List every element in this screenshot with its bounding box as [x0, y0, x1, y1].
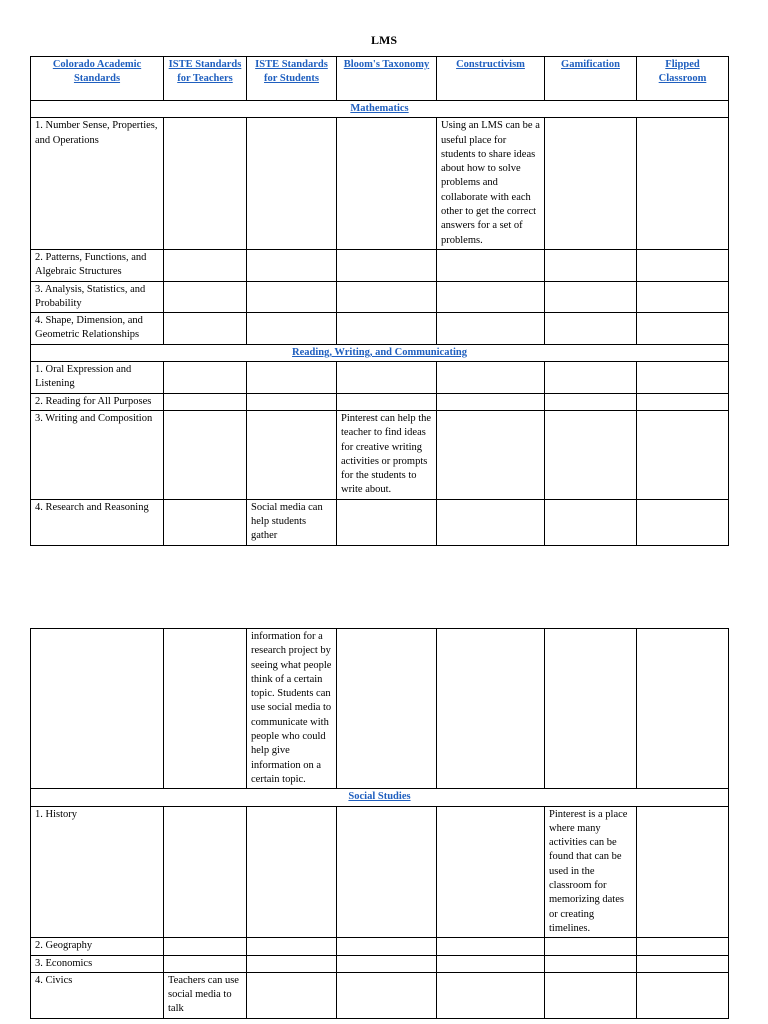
standard-cell: 2. Reading for All Purposes: [31, 393, 164, 410]
table-cell: [437, 313, 545, 345]
table-cell: [164, 938, 247, 955]
standard-cell: 3. Economics: [31, 955, 164, 972]
standard-cell: 3. Analysis, Statistics, and Probability: [31, 281, 164, 313]
header-iste-teachers[interactable]: ISTE Standards for Teachers: [164, 57, 247, 101]
section-row: [31, 789, 729, 806]
table-cell: [545, 938, 637, 955]
table-cell: [637, 955, 729, 972]
table-cell: [337, 938, 437, 955]
table-row: [31, 249, 729, 281]
table-cell: [247, 281, 337, 313]
standard-cell: 3. Writing and Composition: [31, 410, 164, 499]
table-cell: [437, 972, 545, 1018]
table-cell: [337, 249, 437, 281]
table-row: [31, 629, 729, 789]
table-cell: [247, 955, 337, 972]
table-cell: [337, 362, 437, 394]
table-cell: [337, 281, 437, 313]
standards-table-page-2: [30, 628, 729, 1019]
table-cell: [247, 806, 337, 938]
table-cell: [637, 118, 729, 250]
standard-cell: 1. Oral Expression and Listening: [31, 362, 164, 394]
table-row: [31, 972, 729, 1018]
header-row: [31, 57, 729, 101]
table-cell: [545, 955, 637, 972]
table-cell: [337, 118, 437, 250]
table-cell: [437, 499, 545, 545]
table-body-page-2: [31, 629, 729, 1019]
table-cell: Pinterest can help the teacher to find ideas for creative writing activities or prompts for the students to write about.: [337, 410, 437, 499]
table-cell: [545, 362, 637, 394]
standard-cell: [31, 629, 164, 789]
table-cell: [437, 410, 545, 499]
table-cell: [637, 362, 729, 394]
header-iste-students[interactable]: ISTE Standards for Students: [247, 57, 337, 101]
table-cell: [247, 313, 337, 345]
table-row: [31, 499, 729, 545]
table-cell: [545, 393, 637, 410]
table-cell: [637, 410, 729, 499]
table-cell: Pinterest is a place where many activities can be found that can be used in the classroom for memorizing dates or creating timelines.: [545, 806, 637, 938]
section-row: [31, 101, 729, 118]
header-flipped-classroom[interactable]: Flipped Classroom: [637, 57, 729, 101]
table-cell: [545, 410, 637, 499]
table-cell: [164, 313, 247, 345]
table-cell: [337, 499, 437, 545]
standard-cell: 1. Number Sense, Properties, and Operations: [31, 118, 164, 250]
table-cell: [164, 499, 247, 545]
table-row: [31, 806, 729, 938]
table-cell: [545, 313, 637, 345]
table-cell: Using an LMS can be a useful place for students to share ideas about how to solve problems and collaborate with each other to get the correct answers for a set of problems.: [437, 118, 545, 250]
document-title: LMS: [370, 33, 397, 47]
table-row: [31, 118, 729, 250]
header-blooms-taxonomy[interactable]: Bloom's Taxonomy: [337, 57, 437, 101]
table-cell: [164, 629, 247, 789]
table-cell: [437, 955, 545, 972]
table-cell: [545, 499, 637, 545]
table-cell: [437, 249, 545, 281]
table-cell: [437, 281, 545, 313]
table-cell: [545, 118, 637, 250]
table-cell: [164, 806, 247, 938]
table-cell: [164, 410, 247, 499]
table-row: [31, 281, 729, 313]
table-cell: [545, 629, 637, 789]
table-cell: [437, 362, 545, 394]
section-heading[interactable]: Mathematics: [31, 101, 729, 118]
table-cell: [637, 393, 729, 410]
table-cell: [637, 972, 729, 1018]
table-cell: [164, 362, 247, 394]
table-cell: [247, 410, 337, 499]
table-row: [31, 938, 729, 955]
standard-cell: 4. Research and Reasoning: [31, 499, 164, 545]
table-cell: [247, 938, 337, 955]
table-cell: Teachers can use social media to talk: [164, 972, 247, 1018]
table-cell: [164, 118, 247, 250]
table-cell: [437, 806, 545, 938]
table-cell: [247, 362, 337, 394]
table-row: [31, 410, 729, 499]
table-cell: [247, 393, 337, 410]
section-row: [31, 344, 729, 361]
table-cell: [164, 393, 247, 410]
table-cell: [337, 806, 437, 938]
table-cell: [437, 938, 545, 955]
table-cell: [437, 629, 545, 789]
table-cell: [637, 806, 729, 938]
table-cell: [164, 249, 247, 281]
table-cell: [437, 393, 545, 410]
header-gamification[interactable]: Gamification: [545, 57, 637, 101]
standard-cell: 1. History: [31, 806, 164, 938]
standard-cell: 2. Patterns, Functions, and Algebraic Structures: [31, 249, 164, 281]
table-cell: [637, 938, 729, 955]
table-cell: [337, 393, 437, 410]
standard-cell: 4. Shape, Dimension, and Geometric Relationships: [31, 313, 164, 345]
table-cell: [637, 629, 729, 789]
table-cell: [247, 249, 337, 281]
standards-table-page-1: [30, 56, 729, 546]
table-cell: [637, 249, 729, 281]
table-row: [31, 393, 729, 410]
table-cell: [164, 281, 247, 313]
table-cell: Social media can help students gather: [247, 499, 337, 545]
table-cell: [545, 972, 637, 1018]
table-cell: [545, 249, 637, 281]
table-cell: [637, 499, 729, 545]
standard-cell: 2. Geography: [31, 938, 164, 955]
table-cell: [247, 972, 337, 1018]
table-row: [31, 955, 729, 972]
standard-cell: 4. Civics: [31, 972, 164, 1018]
section-heading[interactable]: Reading, Writing, and Communicating: [31, 344, 729, 361]
table-body-page-1: [31, 101, 729, 546]
table-row: [31, 362, 729, 394]
table-cell: [337, 955, 437, 972]
table-cell: [337, 972, 437, 1018]
table-cell: [337, 313, 437, 345]
table-cell: [164, 955, 247, 972]
table-cell: [637, 281, 729, 313]
table-cell: information for a research project by seeing what people think of a certain topic. Students can use social media to communicate with people who could help give information on a certain topic.: [247, 629, 337, 789]
table-cell: [337, 629, 437, 789]
table-cell: [545, 281, 637, 313]
header-colorado-academic-standards[interactable]: Colorado Academic Standards: [31, 57, 164, 101]
section-heading[interactable]: Social Studies: [31, 789, 729, 806]
table-cell: [247, 118, 337, 250]
header-constructivism[interactable]: Constructivism: [437, 57, 545, 101]
table-cell: [637, 313, 729, 345]
table-row: [31, 313, 729, 345]
